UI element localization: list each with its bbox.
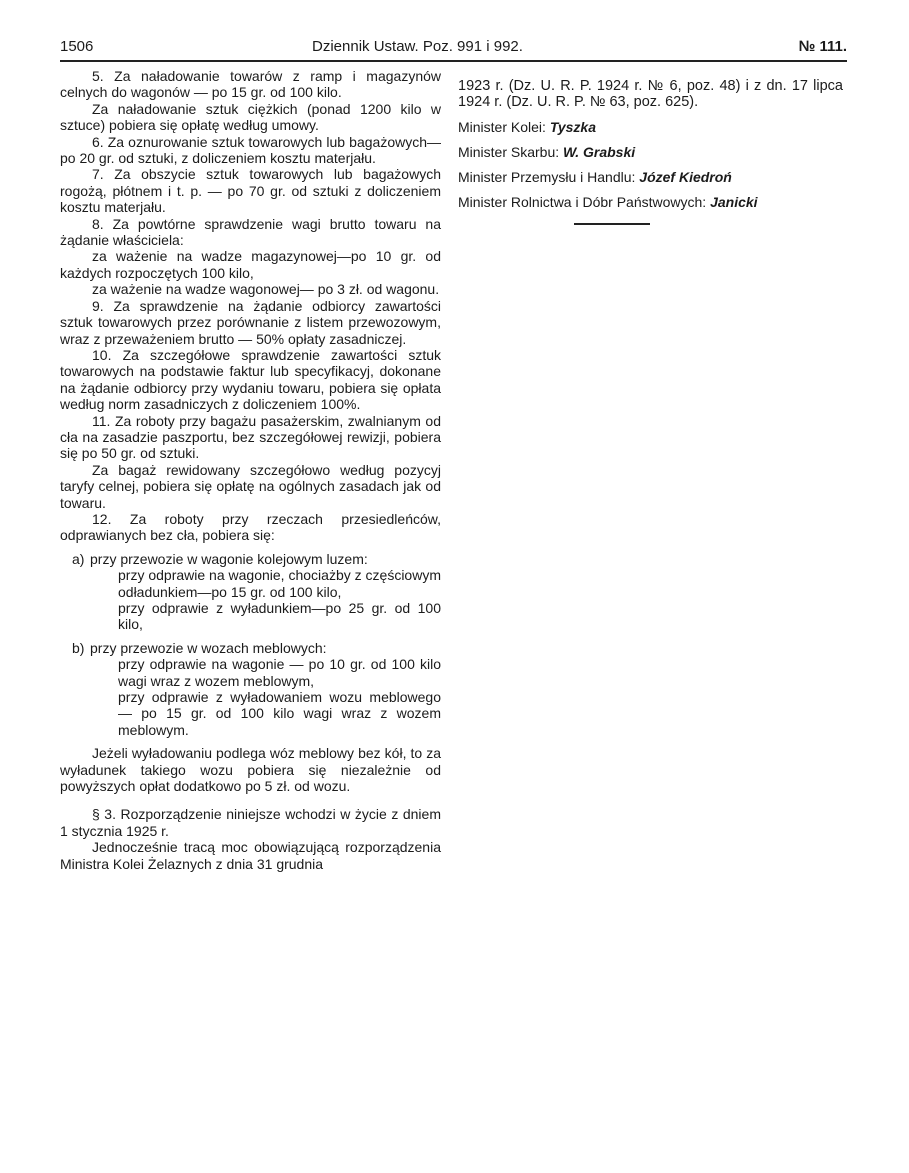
signature-role: Minister Przemysłu i Handlu:	[458, 168, 636, 185]
paragraph: 5. Za naładowanie towarów z ramp i magazynów celnych do wagonów — po 15 gr. od 100 kilo.	[60, 68, 441, 101]
journal-title: Dziennik Ustaw. Poz. 991 i 992.	[312, 38, 523, 55]
paragraph: 11. Za roboty przy bagażu pasażerskim, zwalnianym od cła na zasadzie paszportu, bez szczegółowej rewizji, pobiera się po 50 gr. od sztuki.	[60, 412, 441, 462]
paragraph: 7. Za obszycie sztuk towarowych lub bagażowych rogożą, płótnem i t. p. — po 70 gr. od sztuki z doliczeniem kosztu materjału.	[60, 166, 441, 216]
paragraph: Jeżeli wyładowaniu podlega wóz meblowy bez kół, to za wyładunek takiego wozu pobiera się niezależnie od powyższych opłat dodatkowo po 5 zł. od wozu.	[60, 745, 441, 795]
item-b-text: przy przewozie w wozach meblowych:	[90, 639, 327, 656]
item-b-line: przy odprawie na wagonie — po 10 gr. od 100 kilo wagi wraz z wozem meblowym,	[118, 656, 441, 689]
item-a	[60, 551, 441, 567]
signature-role: Minister Rolnictwa i Dóbr Państwowych:	[458, 193, 707, 210]
signature-role: Minister Skarbu:	[458, 143, 560, 160]
paragraph: za ważenie na wadze wagonowej— po 3 zł. od wagonu.	[92, 281, 440, 298]
section-3: § 3. Rozporządzenie niniejsze wchodzi w życie z dniem 1 stycznia 1925 r.	[60, 806, 441, 839]
item-a-text: przy przewozie w wagonie kolejowym luzem:	[90, 550, 368, 567]
left-column	[60, 68, 441, 872]
signature-line	[458, 115, 843, 140]
item-b-label: b)	[72, 639, 85, 656]
signature-name: W. Grabski	[563, 143, 636, 160]
signature-line	[458, 140, 843, 165]
right-column	[458, 78, 843, 225]
signature-name: Józef Kiedroń	[639, 168, 732, 185]
end-rule	[574, 223, 650, 225]
header-rule	[60, 60, 847, 62]
item-b	[60, 640, 441, 656]
paragraph: Jednocześnie tracą moc obowiązującą rozporządzenia Ministra Kolei Żelaznych z dnia 31 grudnia	[60, 839, 441, 872]
page-header	[60, 38, 847, 58]
signature-role: Minister Kolei:	[458, 118, 546, 135]
item-b-line: przy odprawie z wyładowaniem wozu meblowego — po 15 gr. od 100 kilo wagi wraz z wozem meblowym.	[118, 689, 441, 738]
item-a-line: przy odprawie z wyładunkiem—po 25 gr. od 100 kilo,	[118, 600, 441, 633]
signature-line	[458, 165, 843, 190]
item-a-label: a)	[72, 550, 85, 567]
paragraph: 10. Za szczegółowe sprawdzenie zawartości sztuk towarowych na podstawie faktur lub specyfikacyj, dokonane na żądanie odbiorcy przy wydaniu towaru, pobiera się opłata według norm zasadniczych z doliczeniem 100%.	[60, 346, 441, 413]
issue-number: № 111.	[798, 38, 847, 55]
page-number: 1506	[60, 38, 94, 55]
paragraph: 12. Za roboty przy rzeczach przesiedleńców, odprawianych bez cła, pobiera się:	[60, 510, 441, 544]
item-a-line: przy odprawie na wagonie, chociażby z częściowym odładunkiem—po 15 gr. od 100 kilo,	[118, 567, 441, 600]
signature-line	[458, 190, 843, 215]
paragraph: 1923 r. (Dz. U. R. P. 1924 r. № 6, poz. 48) i z dn. 17 lipca 1924 r. (Dz. U. R. P. № 63, poz. 625).	[458, 78, 843, 111]
paragraph: 6. Za oznurowanie sztuk towarowych lub bagażowych—po 20 gr. od sztuki, z doliczeniem kosztu materjału.	[60, 133, 441, 167]
paragraph: 9. Za sprawdzenie na żądanie odbiorcy zawartości sztuk towarowych przez porównanie z listem przewozowym, wraz z przeważeniem brutto — 50% opłaty zasadniczej.	[60, 297, 441, 347]
paragraph: Za bagaż rewidowany szczegółowo według pozycyj taryfy celnej, pobiera się opłatę na ogólnych zasadach jak od towaru.	[60, 461, 441, 511]
signature-name: Janicki	[710, 193, 758, 210]
signature-name: Tyszka	[549, 118, 596, 135]
signatures	[458, 115, 843, 215]
paragraph: 8. Za powtórne sprawdzenie wagi brutto towaru na żądanie właściciela:	[60, 215, 441, 249]
paragraph: za ważenie na wadze magazynowej—po 10 gr. od każdych rozpoczętych 100 kilo,	[60, 248, 441, 281]
paragraph: Za naładowanie sztuk ciężkich (ponad 1200 kilo w sztuce) pobiera się opłatę według umowy.	[60, 100, 441, 134]
